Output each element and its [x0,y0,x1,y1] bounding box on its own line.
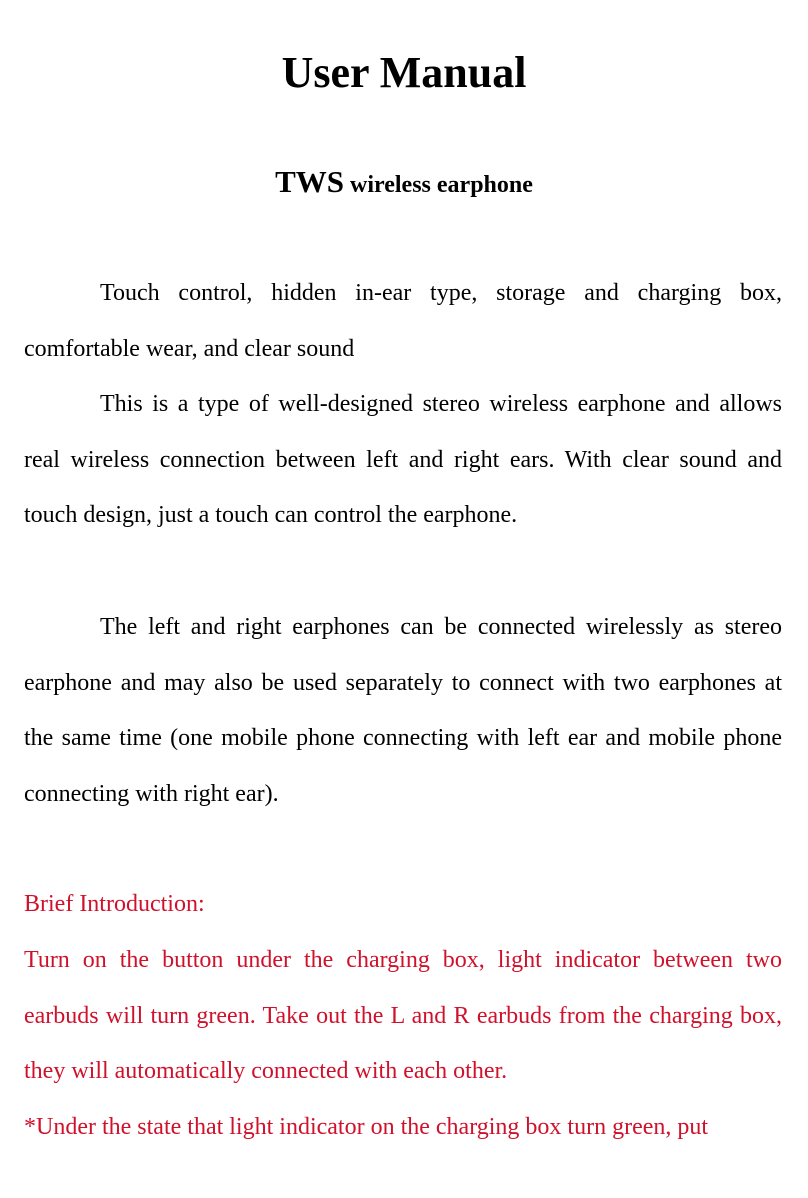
page-title: User Manual [281,48,527,97]
description-paragraph: This is a type of well-designed stereo wireless earphone and allows real wireless connection between left and right ears. With clear sound and touch design, just a touch can control the earphone. [24,391,782,528]
intro-note-paragraph: *Under the state that light indicator on the charging box turn green, put [24,1114,709,1140]
subtitle-text: wireless earphone [350,172,533,198]
intro-heading: Brief Introduction: [24,891,205,917]
page-subtitle [0,158,808,209]
feature-summary-paragraph: Touch control, hidden in-ear type, storage and charging box, comfortable wear, and clear sound [24,280,782,362]
subtitle-brand: TWS [275,164,345,199]
stereo-connection-paragraph: The left and right earphones can be connected wirelessly as stereo earphone and may also be used separately to connect with two earphones at the same time (one mobile phone connecting with left ear and mobile phone connecting with right ear). [24,614,782,807]
intro-paragraph: Turn on the button under the charging box, light indicator between two earbuds will turn green. Take out the L and R earbuds from the charging box, they will automatically connected with each other. [24,947,782,1084]
